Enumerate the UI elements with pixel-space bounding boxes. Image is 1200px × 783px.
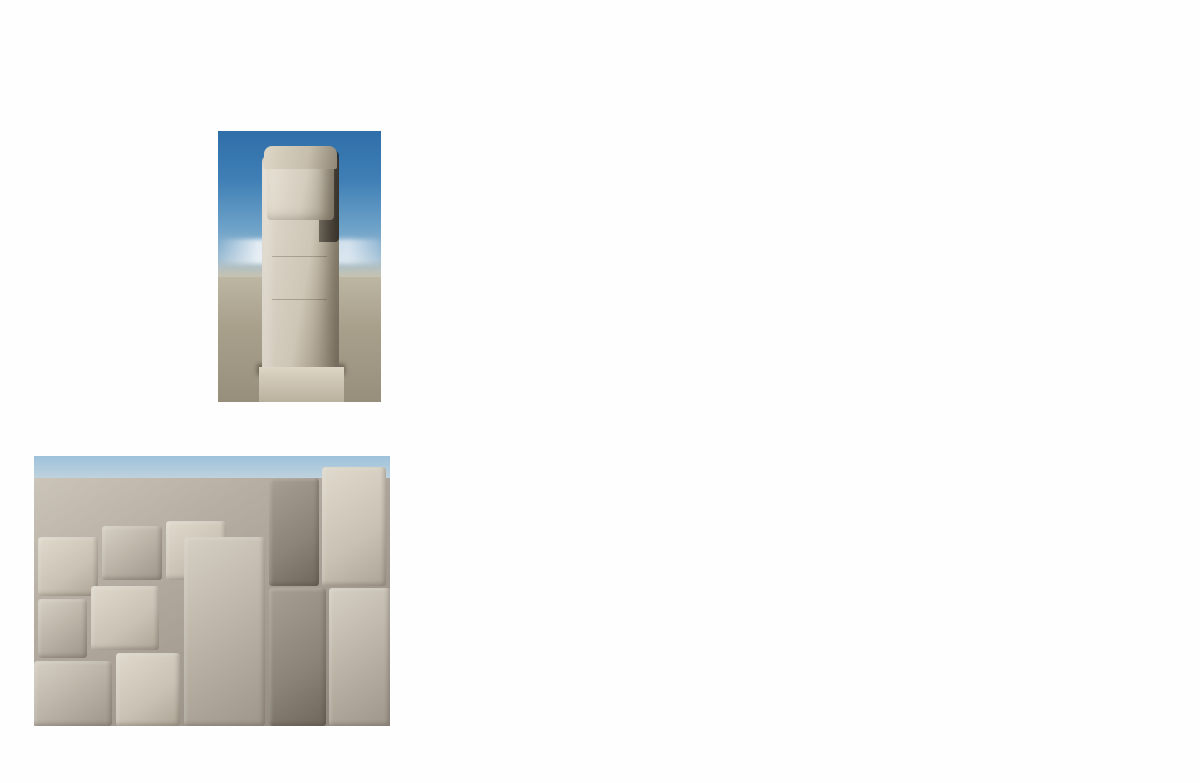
wall-block [329,588,390,726]
statue-base [259,367,344,402]
wall-block [269,588,326,726]
image-aztec-statue [218,131,381,402]
wall-block [102,526,163,580]
wall-block [269,478,319,586]
statue-carving-line [272,299,327,300]
running-head-right [622,24,1166,36]
wall-block [116,653,180,726]
image-stone-wall [34,456,390,726]
wall-block [322,467,386,586]
wall-block [91,586,159,651]
wall-block [184,537,266,726]
text-column-2 [396,131,568,140]
right-page [600,0,1200,783]
statue-headdress [264,146,337,169]
statue-carving-line [272,256,327,257]
spread-gutter [600,0,601,783]
wall-block [34,661,112,726]
text-column-1 [34,131,206,140]
wall-block [38,537,99,596]
wall-block [38,599,88,658]
running-head-left [34,24,578,36]
